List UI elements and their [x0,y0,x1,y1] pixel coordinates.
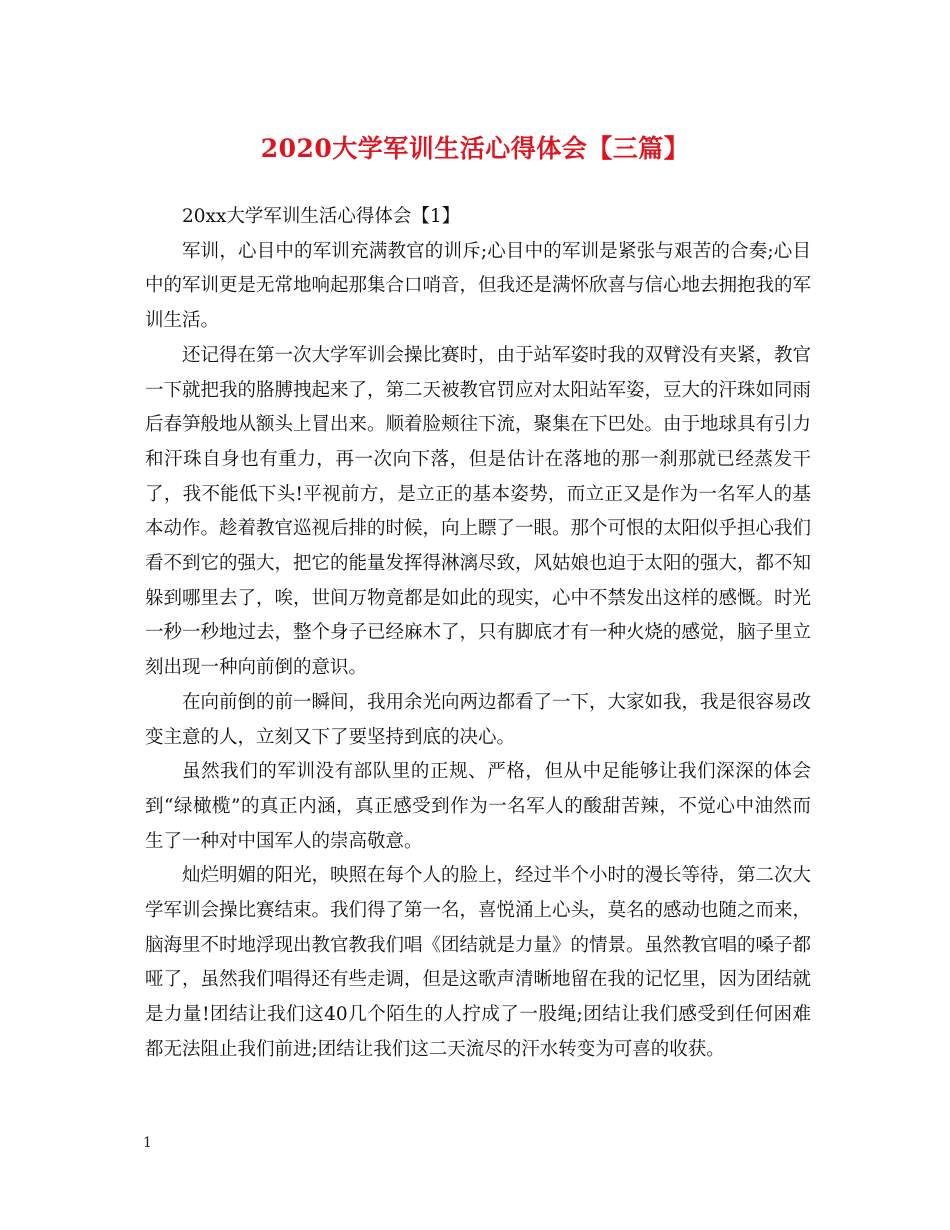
paragraph-2: 还记得在第一次大学军训会操比赛时，由于站军姿时我的双臂没有夹紧，教官一下就把我的胳膊拽起来了，第二天被教官罚应对太阳站军姿，豆大的汗珠如同雨后春笋般地从额头上冒出来。顺着脸颊往下流，聚集在下巴处。由于地球具有引力和汗珠自身也有重力，再一次向下落，但是估计在落地的那一刹那就已经蒸发干了，我不能低下头!平视前方，是立正的基本姿势，而立正又是作为一名军人的基本动作。趁着教官巡视后排的时候，向上瞟了一眼。那个可恨的太阳似乎担心我们看不到它的强大，把它的能量发挥得淋漓尽致，风姑娘也迫于太阳的强大，都不知躲到哪里去了，唉，世间万物竟都是如此的现实，心中不禁发出这样的感慨。时光一秒一秒地过去，整个身子已经麻木了，只有脚底才有一种火烧的感觉，脑子里立刻出现一种向前倒的意识。 [145,344,812,679]
paragraph-4: 虽然我们的军训没有部队里的正规、严格，但从中足能够让我们深深的体会到“绿橄榄”的真正内涵，真正感受到作为一名军人的酸甜苦辣，不觉心中油然而生了一种对中国军人的崇高敬意。 [145,761,811,852]
section-heading: 20xx大学军训生活心得体会【1】 [182,206,461,227]
page-number: 1 [143,1135,152,1151]
paragraph-5: 灿烂明媚的阳光，映照在每个人的脸上，经过半个小时的漫长等待，第二次大学军训会操比赛结束。我们得了第一名，喜悦涌上心头，莫名的感动也随之而来，脑海里不时地浮现出教官教我们唱《团结就是力量》的情景。虽然教官唱的嗓子都哑了，虽然我们唱得还有些走调，但是这歌声清晰地留在我的记忆里，因为团结就是力量!团结让我们这40几个陌生的人拧成了一股绳;团结让我们感受到任何困难都无法阻止我们前进;团结让我们这二天流尽的汗水转变为可喜的收获。 [145,865,812,1060]
document-body [145,200,811,1068]
document-title: 2020大学军训生活心得体会【三篇】 [260,134,690,163]
paragraph-3: 在向前倒的前一瞬间，我用余光向两边都看了一下，大家如我，我是很容易改变主意的人，立刻又下了要坚持到底的决心。 [145,691,812,748]
paragraph-1: 军训，心目中的军训充满教官的训斥;心目中的军训是紧张与艰苦的合奏;心目中的军训更是无常地响起那集合口哨音，但我还是满怀欣喜与信心地去拥抱我的军训生活。 [145,240,812,332]
